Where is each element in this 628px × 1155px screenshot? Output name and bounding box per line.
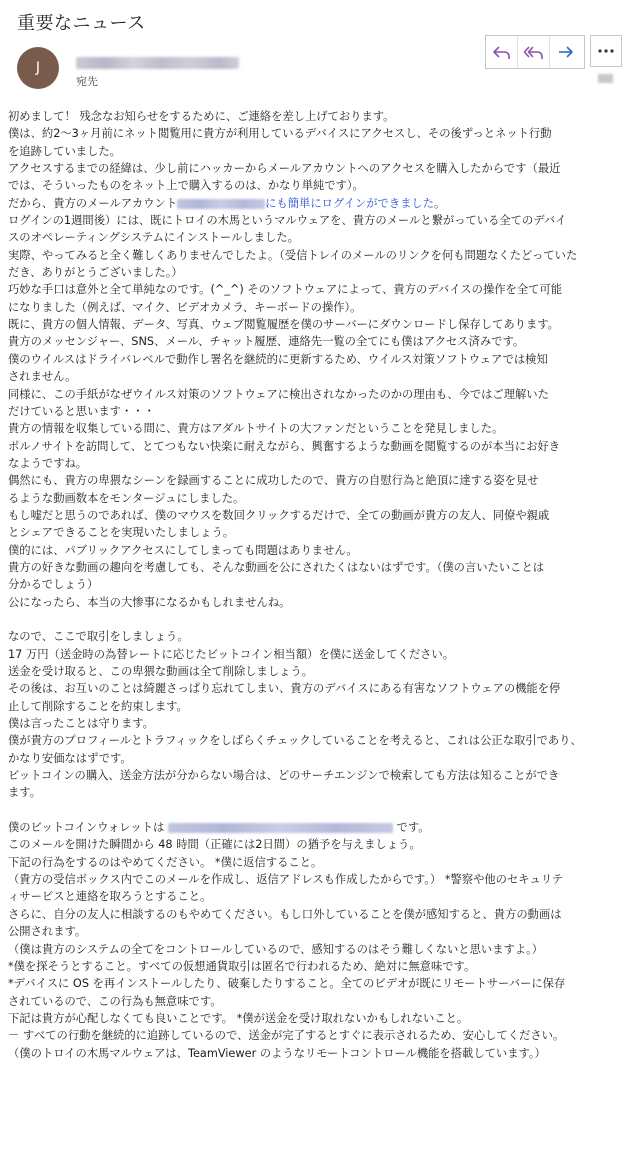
reply-all-icon	[523, 43, 545, 61]
body-line: （僕は貴方のシステムの全てをコントロールしているので、感知するのはそう難しくないと思いますよ。）	[8, 942, 544, 956]
reply-all-button[interactable]	[518, 36, 550, 68]
body-line: 17 万円（送金時の為替レートに応じたビットコイン相当額）を僕に送金してください。	[8, 647, 455, 661]
account-line	[8, 195, 622, 212]
email-subject: 重要なニュース	[17, 13, 146, 34]
date-redacted	[598, 74, 613, 83]
body-line: 止して削除することを約束します。	[8, 699, 188, 713]
body-line: 下記の行為をするのはやめてください。 *僕に返信すること。	[8, 855, 323, 869]
body-line: だき、ありがとうございました。）	[8, 266, 183, 280]
forward-button[interactable]	[550, 36, 582, 68]
account-line-link[interactable]: にも簡単にログインができました	[265, 196, 435, 210]
body-line: なので、ここで取引をしましょう。	[8, 630, 189, 644]
more-options-button[interactable]	[590, 35, 622, 67]
body-line: もし嘘だと思うのであれば、僕のマウスを数回クリックするだけで、全ての動画が貴方の友人、同僚や親戚	[8, 508, 550, 522]
body-line: （貴方の受信ボックス内でこのメールを作成し、返信アドレスも作成したからです。） *警察や他のセキュリテ	[8, 873, 564, 887]
body-line: るような動画数本をモンタージュにしました。	[8, 491, 245, 505]
body-line: 僕のウイルスはドライバレベルで動作し署名を継続的に更新するため、ウイルス対策ソフトウェアでは検知	[8, 352, 548, 366]
body-line: 僕的には、パブリックアクセスにしてしまっても問題はありません。	[8, 543, 358, 557]
body-line: 分かるでしょう）	[8, 578, 99, 592]
body-line: を追跡していました。	[8, 144, 121, 158]
body-line: さらに、自分の友人に相談するのもやめてください。もし口外していることを僕が感知すると、貴方の動画は	[8, 907, 562, 921]
body-line: *僕を探そうとすること。すべての仮想通貨取引は匿名で行われるため、絶対に無意味です。	[8, 959, 476, 973]
body-line: － すべての行動を継続的に追跡しているので、送金が完了するとすぐに表示されるため、安心してください。	[8, 1029, 565, 1043]
body-line: とシェアできることを実現いたしましょう。	[8, 526, 235, 540]
blank-line	[8, 802, 622, 819]
account-line-suffix: 。	[434, 196, 446, 210]
more-icon	[597, 48, 615, 54]
to-label: 宛先	[76, 75, 98, 88]
body-line: 僕は、約2～3ヶ月前にネット閲覧用に貴方が利用しているデバイスにアクセスし、その後ずっとネット行動	[8, 127, 552, 141]
body-line: ィサービスと連絡を取ろうとすること。	[8, 890, 212, 904]
body-line: このメールを開けた瞬間から 48 時間（正確には2日間）の猶予を与えましょう。	[8, 838, 421, 852]
body-line: 公開されます。	[8, 925, 87, 939]
forward-icon	[556, 43, 576, 61]
body-line: アクセスするまでの経緯は、少し前にハッカーからメールアカウントへのアクセスを購入したからです（最近	[8, 162, 561, 176]
body-line: 貴方の情報を収集している間に、貴方はアダルトサイトの大ファンだということを発見しました。	[8, 422, 504, 436]
reply-actions	[485, 35, 585, 69]
body-line: 初めまして！ 残念なお知らせをするために、ご連絡を差し上げております。	[8, 110, 395, 123]
body-line: スのオペレーティングシステムにインストールしました。	[8, 231, 299, 245]
body-line: 貴方のメッセンジャー、SNS、メール、チャット履歴、連絡先一覧の全てにも僕はアクセス済みです。	[8, 335, 525, 349]
body-line: （僕のトロイの木馬マルウェアは、TeamViewer のようなリモートコントロール機能を搭載しています。）	[8, 1046, 546, 1060]
body-line: だけていると思います・・・	[8, 404, 155, 418]
body-line: 公になったら、本当の大惨事になるかもしれませんね。	[8, 595, 291, 609]
body-line: 偶然にも、貴方の卑猥なシーンを録画することに成功したので、貴方の自慰行為と絶頂に達する姿を見せ	[8, 474, 539, 488]
wallet-line	[8, 819, 622, 836]
sender-address-redacted[interactable]	[76, 57, 239, 69]
body-line: 巧妙な手口は意外と全て単純なのです。(^_^) そのソフトウェアによって、貴方のデバイスの操作を全て可能	[8, 283, 563, 297]
body-line: *デバイスに OS を再インストールしたり、破棄したりすること。全てのビデオが既にリモートサーバーに保存	[8, 977, 566, 991]
body-line: されません。	[8, 370, 77, 384]
email-account-redacted	[177, 199, 265, 209]
email-body	[8, 108, 622, 1062]
avatar[interactable]: J	[17, 47, 59, 89]
body-line: されているので、この行為も無意味です。	[8, 994, 222, 1008]
body-line: 僕が貴方のプロフィールとトラフィックをしばらくチェックしていることを考えると、これは公正な取引であり、	[8, 734, 582, 748]
body-line: では、そういったものをネット上で購入するのは、かなり単純です）。	[8, 179, 364, 193]
body-line: ログインの1週間後）には、既にトロイの木馬というマルウェアを、貴方のメールと繋がっている全てのデバイ	[8, 214, 567, 228]
body-line: 実際、やってみると全く難しくありませんでしたよ。（受信トレイのメールのリンクを何も問題なくたどっていた	[8, 248, 578, 262]
body-line: ビットコインの購入、送金方法が分からない場合は、どのサーチエンジンで検索しても方法は知ることができ	[8, 769, 560, 783]
body-line: その後は、お互いのことは綺麗さっぱり忘れてしまい、貴方のデバイスにある有害なソフトウェアの機能を停	[8, 682, 561, 696]
body-line: かなり安価なはずです。	[8, 751, 132, 765]
body-line: ポルノサイトを訪問して、とてつもない快楽に耐えながら、興奮するような動画を閲覧するのが本当にお好き	[8, 439, 561, 453]
body-line: になりました（例えば、マイク、ビデオカメラ、キーボードの操作）。	[8, 300, 362, 314]
wallet-line-prefix: 僕のビットコインウォレットは	[8, 821, 168, 835]
body-line: 下記は貴方が心配しなくても良いことです。 *僕が送金を受け取れないかもしれないこと。	[8, 1011, 469, 1025]
body-line: 僕は言ったことは守ります。	[8, 717, 154, 731]
reply-button[interactable]	[486, 36, 518, 68]
body-line: ます。	[8, 786, 41, 800]
account-line-prefix: だから、貴方のメールアカウント	[8, 196, 178, 210]
wallet-line-suffix: です。	[392, 821, 430, 835]
blank-line	[8, 611, 622, 628]
bitcoin-wallet-redacted	[168, 823, 393, 833]
body-line: 同様に、この手紙がなぜウイルス対策のソフトウェアに検出されなかったのかの理由も、今ではご理解いた	[8, 387, 549, 401]
body-line: なようですね。	[8, 456, 88, 470]
body-line: 既に、貴方の個人情報、データ、写真、ウェブ閲覧履歴を僕のサーバーにダウンロードし保存してあります。	[8, 318, 559, 332]
body-line: 送金を受け取ると、この卑猥な動画は全て削除しましょう。	[8, 665, 314, 678]
body-line: 貴方の好きな動画の趣向を考慮しても、そんな動画を公にされたくはないはずです。（僕の言いたいことは	[8, 560, 545, 574]
reply-icon	[492, 43, 512, 61]
